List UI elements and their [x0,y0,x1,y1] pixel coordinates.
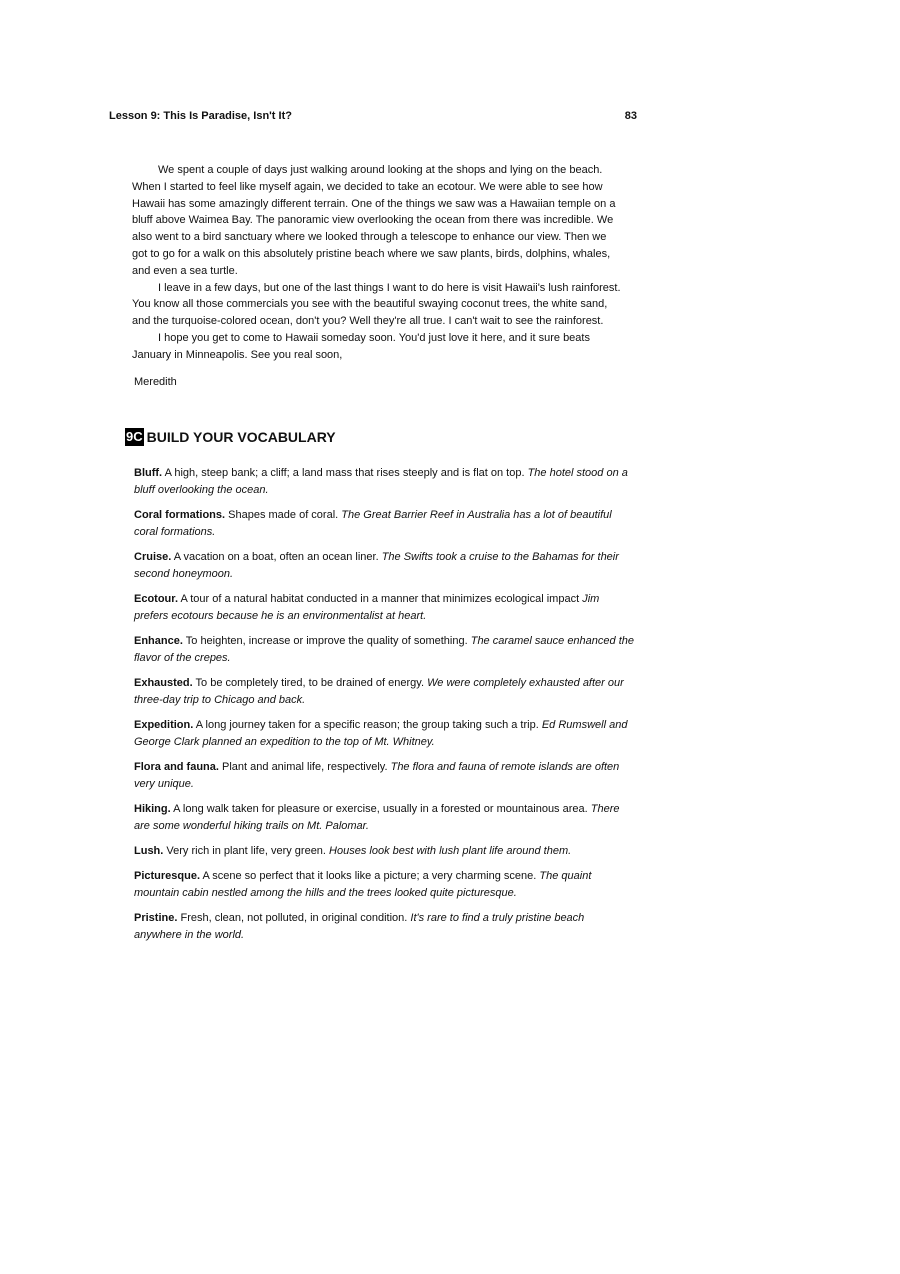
vocab-term: Ecotour. [134,592,179,605]
vocab-example: The flora and fauna of remote islands are often very unique. [134,760,620,790]
vocab-entry-bluff [134,465,634,499]
vocab-definition: Plant and animal life, respectively. [222,760,388,773]
vocab-example: The quaint mountain cabin nestled among the hills and the trees looked quite picturesque. [134,870,592,899]
vocab-entry-pristine [134,910,634,944]
vocab-example: There are some wonderful hiking trails on Mt. Palomar. [134,802,620,832]
section-heading [125,428,336,446]
vocab-definition: A long journey taken for a specific reason; the group taking such a trip. [195,718,539,731]
vocab-term: Flora and fauna. [134,760,219,773]
vocab-term: Bluff. [134,467,163,479]
vocab-definition: A scene so perfect that it looks like a picture; a very charming scene. [202,870,537,883]
vocab-entry-lush [134,843,634,860]
letter-paragraph: I hope you get to come to Hawaii someday soon. You'd just love it here, and it sure beats January in Minneapolis. See you real soon, [132,331,590,361]
vocab-example: We were completely exhausted after our three-day trip to Chicago and back. [134,676,624,706]
vocab-term: Picturesque. [134,870,201,883]
vocab-entry-enhance [134,633,634,667]
vocab-term: Exhausted. [134,676,193,689]
vocab-example: The Great Barrier Reef in Australia has a lot of beautiful coral formations. [134,508,612,538]
vocab-term: Enhance. [134,634,183,647]
vocab-definition: Very rich in plant life, very green. [166,844,326,857]
vocab-entry-cruise [134,549,634,583]
letter-body [132,162,624,390]
vocab-example: The caramel sauce enhanced the flavor of the crepes. [134,634,634,664]
vocab-entry-coral-formations [134,507,634,541]
vocab-definition: A high, steep bank; a cliff; a land mass that rises steeply and is flat on top. [164,467,525,479]
page-number: 83 [624,110,637,122]
vocab-example: Ed Rumswell and George Clark planned an expedition to the top of Mt. Whitney. [134,718,628,748]
vocab-entry-flora-and-fauna [134,759,634,793]
letter-paragraph: We spent a couple of days just walking around looking at the shops and lying on the beach. When I started to feel like myself again, we decided to take an ecotour. We were able to see how Hawaii has some amazingly different terrain. One of the things we saw was a Hawaiian temple on a bluff above Waimea Bay. The panoramic view overlooking the ocean from there was incredible. We also went to a bird sanctuary where we looked through a telescope to enhance our view. Then we got to go for a walk on this absolutely pristine beach where we saw plants, birds, dolphins, whales, and even a sea turtle. [132,164,616,277]
vocab-definition: To be completely tired, to be drained of energy. [195,676,425,689]
vocab-definition: Shapes made of coral. [228,508,339,521]
vocab-entry-hiking [134,801,634,835]
vocabulary-list [134,465,634,952]
vocab-definition: To heighten, increase or improve the quality of something. [185,634,468,647]
vocab-term: Coral formations. [134,508,226,521]
vocab-definition: Fresh, clean, not polluted, in original condition. [180,912,408,925]
vocab-entry-picturesque [134,868,634,902]
vocab-entry-expedition [134,717,634,751]
section-title: BUILD YOUR VOCABULARY [146,429,336,445]
vocab-example: The hotel stood on a bluff overlooking the ocean. [134,467,628,496]
letter-signature: Meredith [134,375,177,388]
vocab-term: Lush. [134,844,164,857]
vocab-term: Pristine. [134,912,178,925]
letter-paragraph: I leave in a few days, but one of the last things I want to do here is visit Hawaii's lush rainforest. You know all those commercials you see with the beautiful swaying coconut trees, the white sand, and the turquoise-colored ocean, don't you? Well they're all true. I can't wait to see the rainforest. [132,281,621,328]
vocab-term: Hiking. [134,802,171,815]
section-badge: 9C [126,429,143,444]
vocab-definition: A vacation on a boat, often an ocean liner. [173,550,379,563]
vocab-definition: A tour of a natural habitat conducted in a manner that minimizes ecological impact [180,592,580,605]
running-title: Lesson 9: This Is Paradise, Isn't It? [109,110,292,122]
vocab-entry-exhausted [134,675,634,709]
vocab-term: Expedition. [134,718,194,731]
vocab-term: Cruise. [134,550,172,563]
vocab-entry-ecotour [134,591,634,625]
vocab-example: Jim prefers ecotours because he is an environmentalist at heart. [134,592,600,622]
vocab-example: Houses look best with lush plant life around them. [329,844,572,857]
vocab-example: It's rare to find a truly pristine beach anywhere in the world. [134,912,585,941]
vocab-example: The Swifts took a cruise to the Bahamas for their second honeymoon. [134,550,619,580]
vocab-definition: A long walk taken for pleasure or exercise, usually in a forested or mountainous area. [173,802,588,815]
